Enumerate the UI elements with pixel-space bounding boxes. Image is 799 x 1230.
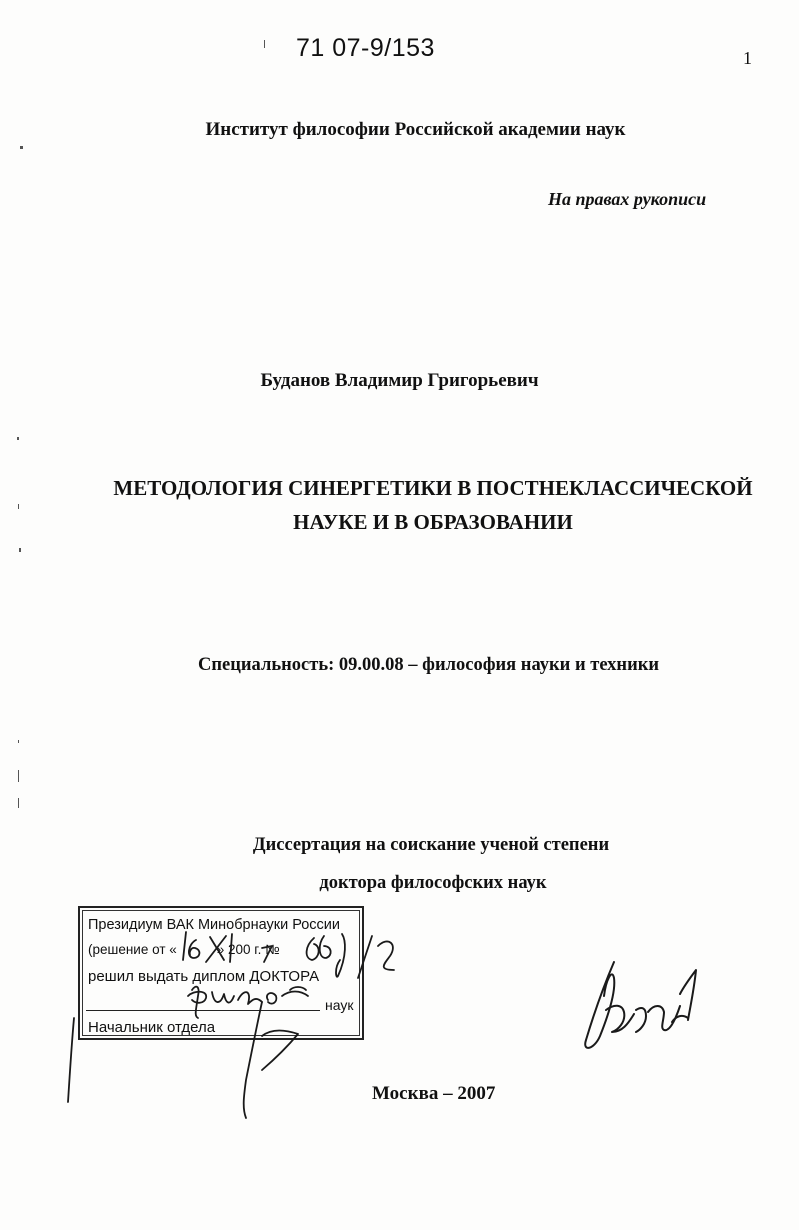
title-line-2: НАУКЕ И В ОБРАЗОВАНИИ xyxy=(293,510,573,534)
stamp-line-3: решил выдать диплом ДОКТОРА xyxy=(88,968,320,985)
stamp-line-2-start: (решение от « xyxy=(88,942,177,957)
handwritten-field xyxy=(188,987,308,1018)
dissertation-line-2: доктора философских наук xyxy=(319,873,547,893)
handwritten-month xyxy=(206,934,232,962)
institute-name: Институт философии Российской академии наук xyxy=(205,119,626,140)
handwritten-year-digit xyxy=(262,946,272,962)
stamp-line-4: наук xyxy=(325,997,354,1013)
stamp-line-2-mid: » 200 г. № xyxy=(216,942,280,957)
scan-specks xyxy=(17,40,265,808)
dissertation-line-1: Диссертация на соискание ученой степени xyxy=(252,835,610,855)
city-year: Москва – 2007 xyxy=(372,1083,496,1104)
stamp-signature-icon xyxy=(244,1002,298,1118)
handwritten-day xyxy=(183,932,199,960)
margin-stroke-icon xyxy=(68,1018,74,1102)
author-name: Буданов Владимир Григорьевич xyxy=(260,370,539,391)
stamp-line-1: Президиум ВАК Минобрнауки России xyxy=(88,917,341,933)
specialty-line: Специальность: 09.00.08 – философия науки и техники xyxy=(198,655,660,675)
handwritten-number xyxy=(307,934,394,978)
shelfmark: 71 07-9/153 xyxy=(296,34,435,62)
manuscript-note: На правах рукописи xyxy=(548,189,707,209)
stamp-line-5: Начальник отдела xyxy=(88,1019,216,1036)
title-line-1: МЕТОДОЛОГИЯ СИНЕРГЕТИКИ В ПОСТНЕКЛАССИЧЕСКОЙ xyxy=(113,476,753,500)
page-number: 1 xyxy=(743,48,752,68)
author-signature-icon xyxy=(585,962,696,1048)
